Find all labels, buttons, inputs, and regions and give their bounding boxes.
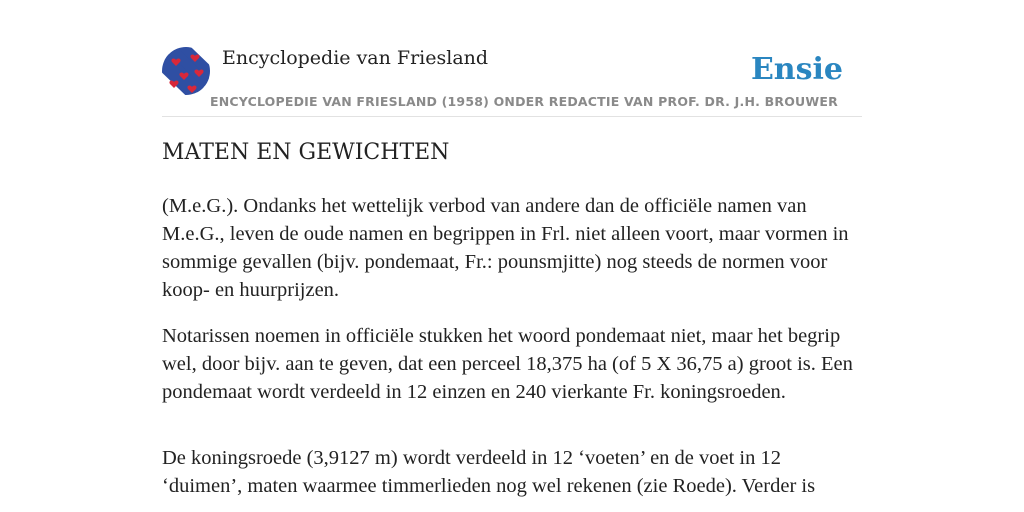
site-header [162, 44, 862, 117]
site-subtitle: ENCYCLOPEDIE VAN FRIESLAND (1958) ONDER REDACTIE VAN PROF. DR. J.H. BROUWER [210, 94, 838, 109]
frisian-flag-icon[interactable] [162, 47, 210, 95]
brand-logo[interactable]: Ensie [750, 52, 843, 87]
article-title: MATEN EN GEWICHTEN [162, 140, 450, 165]
article-paragraph: Notarissen noemen in officiële stukken het woord pondemaat niet, maar het begrip wel, door bijv. aan te geven, dat een perceel 18,375 ha (of 5 X 36,75 a) groot is. Een pondemaat wordt verdeeld in 12 einzen en 240 vierkante Fr. koningsroeden. [162, 325, 853, 403]
site-title[interactable]: Encyclopedie van Friesland [222, 47, 489, 69]
article-paragraph: De koningsroede (3,9127 m) wordt verdeeld in 12 ‘voeten’ en de voet in 12 ‘duimen’, maten waarmee timmerlieden nog wel rekenen (zie Roede). Verder is [162, 447, 816, 497]
article-body [162, 192, 862, 512]
article-paragraph: (M.e.G.). Ondanks het wettelijk verbod van andere dan de officiële namen van M.e.G., leven de oude namen en begrippen in Frl. niet alleen voort, maar vormen in sommige gevallen (bijv. pondemaat, Fr.: pounsmjitte) nog steeds de normen voor koop- en huurprijzen. [162, 195, 849, 301]
